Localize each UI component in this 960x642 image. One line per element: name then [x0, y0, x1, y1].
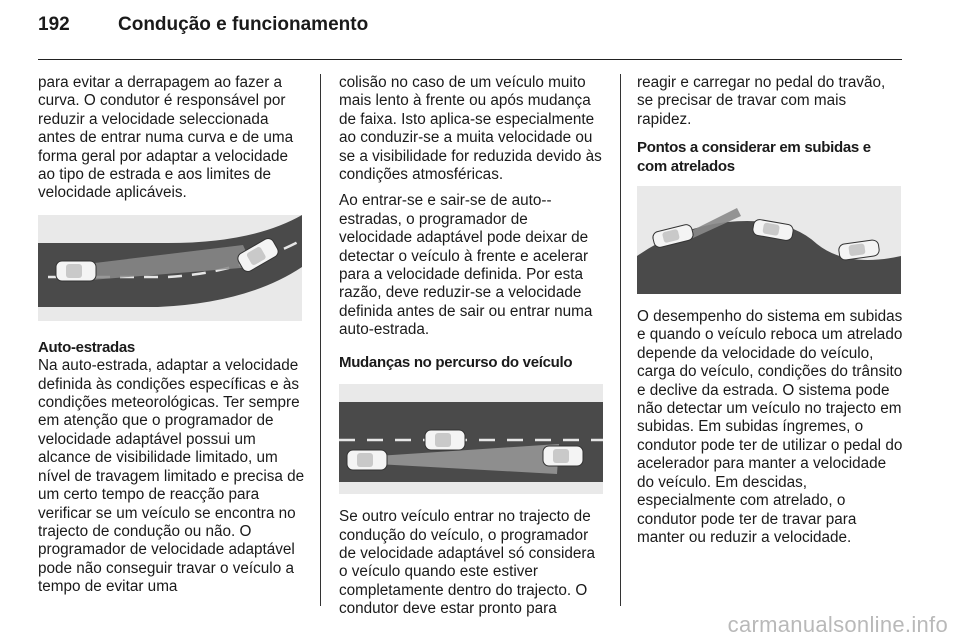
column-1 [38, 74, 306, 597]
watermark: carmanualsonline.info [727, 612, 948, 637]
car-icon [543, 446, 583, 466]
header-divider [38, 59, 902, 60]
car-icon [347, 450, 387, 470]
car-icon [425, 430, 465, 450]
lane-change-illustration [339, 384, 603, 494]
page-title: Condução e funcionamento [118, 14, 369, 35]
paragraph-collision: colisão no caso de um veículo muito mais lento à frente ou após mudança de faixa. Isto aplica-se especialmente ao conduzir-se a muita velocidade ou se a visibilidade for reduzida devido às condições atmosféricas. [339, 74, 602, 184]
page-number: 192 [38, 14, 70, 35]
page-header [38, 14, 368, 44]
column-divider-1 [320, 74, 321, 606]
column-2 [339, 74, 603, 619]
curve-road-illustration [38, 215, 302, 321]
paragraph-hills: O desempenho do sistema em subidas e quando o veículo reboca um atrelado depende da velocidade do veículo, carga do veículo, condições do trânsito e declive da estrada. O sistema pode não detectar um veículo no trajecto em subidas. Em subidas íngremes, o condutor pode ter de utilizar o pedal do acelerador para manter a velocidade do veículo. Em descidas, especialmente com atrelado, o condutor pode ter de travar para manter ou reduzir a velocidade. [637, 308, 903, 546]
paragraph-curve-speed: para evitar a derrapagem ao fazer a curva. O condutor é responsável por reduzir a velocidade seleccionada antes de entrar numa curva e de uma forma geral por adaptar a velocidade ao tipo de estrada e aos limites de velocidade aplicáveis. [38, 74, 294, 202]
paragraph-highways: Na auto-estrada, adaptar a velocidade definida às condições específicas e às condições meteorológicas. Ter sempre em atenção que o programador de velocidade adaptável possui um alcance de visibilidade limitado, um nível de travagem limitado e precisa de um certo tempo de reacção para verificar se um veículo se encontra no trajecto de condução ou não. O programador de velocidade adaptável pode não conseguir travar o veículo a tempo de evitar uma [38, 357, 305, 596]
column-3 [637, 74, 903, 547]
paragraph-entering-highway: Ao entrar-se e sair-se de auto--estradas, o programador de velocidade adaptável pode deixar de detectar o veículo à frente e acelerar para a velocidade definida. Por esta razão, deve reduzir-se a velocidade definida antes de sair ou entrar numa auto-estrada. [339, 192, 593, 339]
hills-illustration [637, 186, 901, 294]
car-icon [56, 261, 96, 281]
column-divider-2 [620, 74, 621, 606]
heading-lane-changes: Mudanças no percurso do veículo [339, 353, 573, 371]
heading-highways: Auto-estradas [38, 338, 135, 356]
heading-hills-trailers: Pontos a considerar em subidas e com atrelados [637, 139, 871, 175]
paragraph-brake-pedal: reagir e carregar no pedal do travão, se precisar de travar com mais rapidez. [637, 74, 886, 128]
paragraph-vehicle-cut-in: Se outro veículo entrar no trajecto de condução do veículo, o programador de velocidade adaptável só considera o veículo quando este estiver completamente dentro do trajecto. O condutor deve estar pronto para [339, 508, 595, 618]
